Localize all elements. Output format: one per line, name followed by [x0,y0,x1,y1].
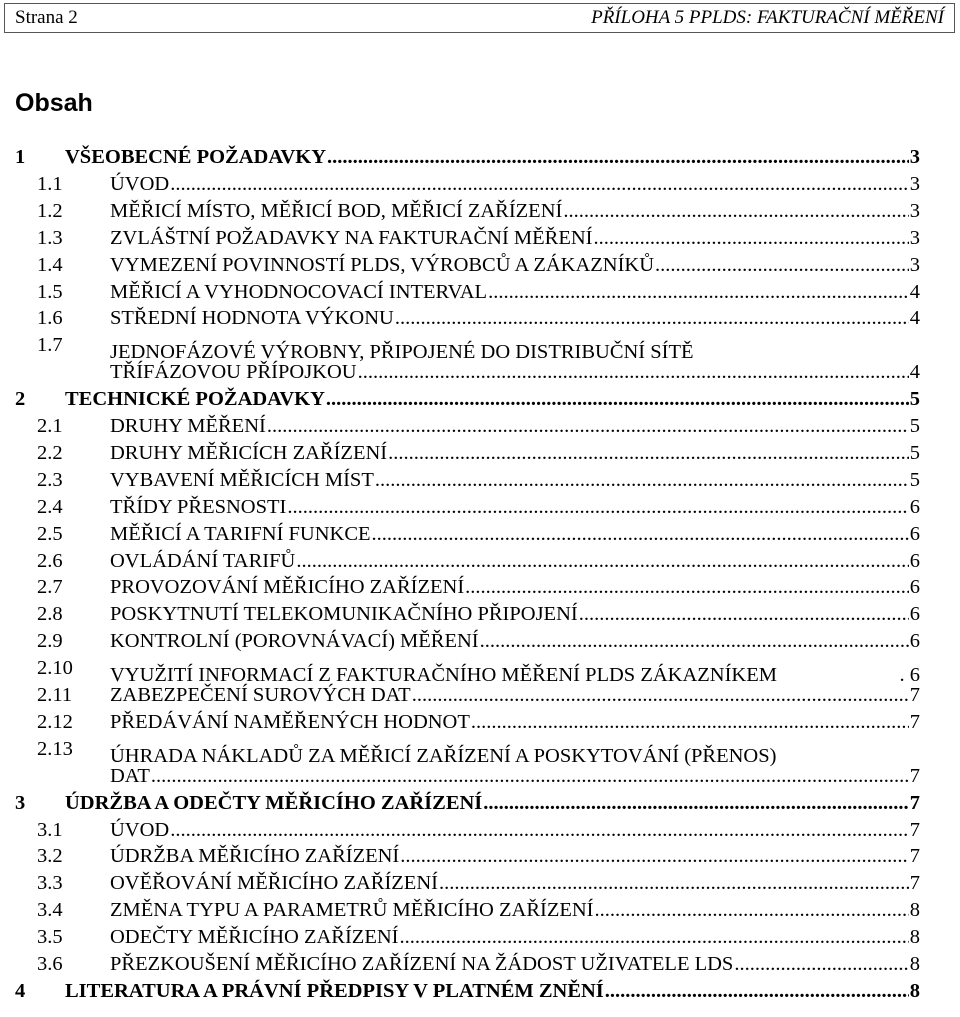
toc-entry-line [65,790,920,816]
toc-entry-line [110,897,920,923]
toc-entry-number: 3.2 [37,845,63,868]
toc-entry-title: DAT [110,764,150,787]
toc-entry-line [110,305,920,331]
toc-entry-line [110,494,920,520]
toc-entry-number: 1.2 [37,199,63,222]
toc-leader-dots [372,521,909,547]
toc-chapter-entry[interactable] [15,386,920,412]
toc-page-number: 4 [909,307,920,330]
toc-entry-number: 1.6 [37,307,63,330]
toc-entry-number: 4 [15,979,26,1002]
toc-section-entry[interactable] [15,870,920,896]
toc-leader-dots [734,951,908,977]
toc-page-number: 4 [909,361,920,384]
toc-entry-line [110,440,920,466]
toc-entry-title: ZVLÁŠTNÍ POŽADAVKY NA FAKTURAČNÍ MĚŘENÍ [110,226,593,249]
toc-entry-title: JEDNOFÁZOVÉ VÝROBNY, PŘIPOJENÉ DO DISTRIBUČNÍ SÍTĚ [110,341,694,364]
toc-entry-number: 2.2 [37,441,63,464]
toc-entry-number: 2.13 [37,737,73,760]
toc-section-entry[interactable] [15,198,920,224]
toc-leader-dots [287,494,908,520]
toc-entry-line [110,171,920,197]
toc-page-number: . 6 [899,664,920,687]
toc-page-number: 8 [909,953,920,975]
toc-leader-dots [488,279,909,305]
toc-section-entry[interactable] [15,601,920,627]
toc-entry-title: ÚVOD [110,818,170,841]
toc-entry-continuation[interactable] [15,763,920,789]
toc-entry-line [110,924,920,950]
toc-page-number: 7 [909,791,920,814]
toc-entry-title: STŘEDNÍ HODNOTA VÝKONU [110,307,394,330]
toc-entry-line [110,359,920,385]
page-number-label: Strana 2 [15,7,78,28]
toc-entry-title: PROVOZOVÁNÍ MĚŘICÍHO ZAŘÍZENÍ [110,576,465,599]
toc-entry-line [110,198,920,224]
toc-entry-number: 1.3 [37,226,63,249]
toc-page-number: 6 [909,522,920,545]
toc-entry-title: ÚDRŽBA MĚŘICÍHO ZAŘÍZENÍ [110,845,400,868]
toc-chapter-entry[interactable] [15,978,920,1004]
toc-entry-line [110,628,920,654]
toc-entry-line [110,574,920,600]
toc-page-number: 6 [909,576,920,599]
document-title-label: PŘÍLOHA 5 PPLDS: FAKTURAČNÍ MĚŘENÍ [591,7,944,28]
toc-leader-dots [267,413,909,439]
toc-section-entry[interactable] [15,279,920,305]
toc-page-number: 5 [909,388,920,411]
toc-entry-title: MĚŘICÍ A TARIFNÍ FUNKCE [110,522,371,545]
toc-entry-title: TECHNICKÉ POŽADAVKY [65,388,325,411]
toc-entry-number: 3.4 [37,899,63,922]
toc-page-number: 8 [909,979,920,1002]
toc-leader-dots [471,709,909,735]
toc-entry-title: LITERATURA A PRÁVNÍ PŘEDPISY V PLATNÉM ZNĚNÍ [65,979,604,1002]
toc-section-entry[interactable] [15,252,920,278]
toc-page-number: 8 [909,926,920,949]
toc-entry-title: MĚŘICÍ A VYHODNOCOVACÍ INTERVAL [110,280,488,303]
toc-entry-number: 2.9 [37,630,63,653]
toc-entry-number: 2.11 [37,684,73,706]
toc-entry-line [110,467,920,493]
toc-entry-line [110,709,920,735]
toc-entry-title: MĚŘICÍ MÍSTO, MĚŘICÍ BOD, MĚŘICÍ ZAŘÍZENÍ [110,199,563,222]
toc-leader-dots [400,843,908,869]
toc-entry-number: 2.8 [37,603,63,626]
toc-page-number: 3 [909,146,920,168]
toc-leader-dots [296,548,908,574]
toc-entry-title: OVLÁDÁNÍ TARIFŮ [110,549,296,572]
toc-chapter-entry[interactable] [15,144,920,170]
toc-entry-number: 2.1 [37,415,63,437]
toc-page-number: 3 [909,172,920,195]
toc-entry-number: 2 [15,388,26,411]
toc-page-number: 7 [909,818,920,841]
toc-entry-title: PŘEDÁVÁNÍ NAMĚŘENÝCH HODNOT [110,710,470,733]
toc-entry-number: 3.1 [37,818,63,841]
toc-entry-line [110,682,920,708]
toc-leader-dots [579,601,909,627]
toc-section-entry[interactable] [15,225,920,251]
toc-page-number: 3 [909,226,920,249]
toc-leader-dots [480,628,909,654]
toc-leader-dots [326,386,909,412]
toc-section-entry[interactable] [15,951,920,977]
page-header [4,3,955,33]
toc-section-entry[interactable] [15,843,920,869]
toc-entry-continuation[interactable] [15,359,920,385]
toc-entry-title: VYMEZENÍ POVINNOSTÍ PLDS, VÝROBCŮ A ZÁKAZNÍKŮ [110,253,655,276]
toc-entry-number: 3 [15,791,26,814]
toc-section-entry[interactable] [15,924,920,950]
toc-entry-number: 2.10 [37,657,73,680]
toc-page-number: 7 [909,684,920,706]
toc-entry-title: PŘEZKOUŠENÍ MĚŘICÍHO ZAŘÍZENÍ NA ŽÁDOST UŽIVATELE LDS [110,953,734,975]
toc-entry-number: 1.7 [37,334,63,357]
toc-section-entry[interactable] [15,494,920,520]
toc-entry-number: 2.12 [37,710,73,733]
toc-leader-dots [655,252,909,278]
toc-entry-line [110,763,920,789]
toc-entry-title: ÚVOD [110,172,170,195]
toc-section-entry[interactable] [15,521,920,547]
toc-entry-number: 1 [15,146,26,168]
toc-page-number: 7 [909,872,920,895]
toc-leader-dots [563,198,908,224]
toc-leader-dots [358,359,909,385]
toc-page-number: 7 [909,764,920,787]
toc-entry-line [65,144,920,170]
toc-section-entry[interactable] [15,736,920,767]
toc-entry-title: ODEČTY MĚŘICÍHO ZAŘÍZENÍ [110,926,399,949]
toc-page-number: 6 [909,603,920,626]
toc-leader-dots [388,440,909,466]
toc-page-number: 3 [909,253,920,276]
toc-entry-title: KONTROLNÍ (POROVNÁVACÍ) MĚŘENÍ [110,630,479,653]
toc-leader-dots [395,305,909,331]
toc-entry-title: ÚHRADA NÁKLADŮ ZA MĚŘICÍ ZAŘÍZENÍ A POSKYTOVÁNÍ (PŘENOS) [110,744,777,767]
toc-leader-dots [170,171,909,197]
toc-leader-dots [170,817,909,843]
toc-entry-line [110,817,920,843]
toc-section-entry[interactable] [15,655,920,687]
toc-entry-title: ZABEZPEČENÍ SUROVÝCH DAT [110,684,411,706]
toc-section-entry[interactable] [15,628,920,654]
toc-entry-line [110,521,920,547]
toc-entry-number: 1.4 [37,253,63,276]
toc-entry-number: 3.3 [37,872,63,895]
toc-entry-line [110,601,920,627]
toc-entry-title: OVĚŘOVÁNÍ MĚŘICÍHO ZAŘÍZENÍ [110,872,438,895]
toc-entry-title: POSKYTNUTÍ TELEKOMUNIKAČNÍHO PŘIPOJENÍ [110,603,578,626]
toc-page-number: 7 [909,710,920,733]
toc-entry-line [65,386,920,412]
toc-leader-dots [399,924,908,950]
toc-page-number: 5 [909,441,920,464]
toc-page-number: 6 [909,630,920,653]
toc-page-number: 4 [909,280,920,303]
toc-entry-line [110,252,920,278]
toc-page-number: 7 [909,845,920,868]
toc-leader-dots [483,790,908,816]
toc-section-entry[interactable] [15,440,920,466]
toc-section-entry[interactable] [15,413,920,439]
toc-leader-dots [375,467,909,493]
toc-entry-title: TŘÍFÁZOVOU PŘÍPOJKOU [110,361,357,384]
toc-entry-title: ÚDRŽBA A ODEČTY MĚŘICÍHO ZAŘÍZENÍ [65,791,483,814]
toc-page-number: 8 [909,899,920,922]
toc-entry-number: 2.4 [37,495,63,518]
toc-entry-line [110,413,920,439]
toc-entry-number: 3.5 [37,926,63,949]
toc-section-entry[interactable] [15,467,920,493]
toc-entry-title: TŘÍDY PŘESNOSTI [110,495,287,518]
toc-leader-dots [465,574,909,600]
toc-entry-number: 1.5 [37,280,63,303]
toc-chapter-entry[interactable] [15,790,920,816]
toc-section-entry[interactable] [15,574,920,600]
toc-entry-number: 2.6 [37,549,63,572]
toc-leader-dots [594,225,909,251]
toc-entry-number: 2.3 [37,468,63,491]
toc-page-number: 5 [909,415,920,437]
toc-heading: Obsah [15,89,93,117]
toc-leader-dots [777,736,919,762]
toc-entry-title: VYBAVENÍ MĚŘICÍCH MÍST [110,468,374,491]
toc-section-entry[interactable] [15,548,920,574]
toc-entry-line [110,951,920,977]
toc-section-entry[interactable] [15,897,920,923]
toc-page-number: 6 [909,495,920,518]
toc-entry-title: ZMĚNA TYPU A PARAMETRŮ MĚŘICÍHO ZAŘÍZENÍ [110,899,594,922]
toc-entry-title: DRUHY MĚŘICÍCH ZAŘÍZENÍ [110,441,388,464]
toc-page-number: 5 [909,468,920,491]
toc-entry-number: 3.6 [37,953,63,975]
toc-section-entry[interactable] [15,709,920,735]
toc-section-entry[interactable] [15,682,920,708]
toc-entry-line [110,843,920,869]
toc-entry-line [110,870,920,896]
toc-entry-line [110,548,920,574]
toc-section-entry[interactable] [15,817,920,843]
toc-entry-title: DRUHY MĚŘENÍ [110,415,266,437]
toc-leader-dots [605,978,909,1004]
toc-leader-dots [439,870,909,896]
toc-section-entry[interactable] [15,332,920,364]
toc-section-entry[interactable] [15,305,920,331]
toc-leader-dots [778,655,899,681]
toc-entry-title: VYUŽITÍ INFORMACÍ Z FAKTURAČNÍHO MĚŘENÍ PLDS ZÁKAZNÍKEM [110,664,777,687]
toc-leader-dots [327,144,909,170]
toc-leader-dots [695,332,919,358]
toc-leader-dots [151,763,909,789]
toc-entry-number: 2.5 [37,522,63,545]
toc-page-number: 3 [909,199,920,222]
toc-entry-line [65,978,920,1004]
toc-section-entry[interactable] [15,171,920,197]
toc-entry-number: 2.7 [37,576,63,599]
toc-entry-line [110,225,920,251]
toc-page-number: 6 [909,549,920,572]
toc-entry-number: 1.1 [37,172,63,195]
toc-leader-dots [412,682,909,708]
toc-entry-title: VŠEOBECNÉ POŽADAVKY [65,146,327,168]
toc-leader-dots [595,897,909,923]
toc-entry-line [110,279,920,305]
